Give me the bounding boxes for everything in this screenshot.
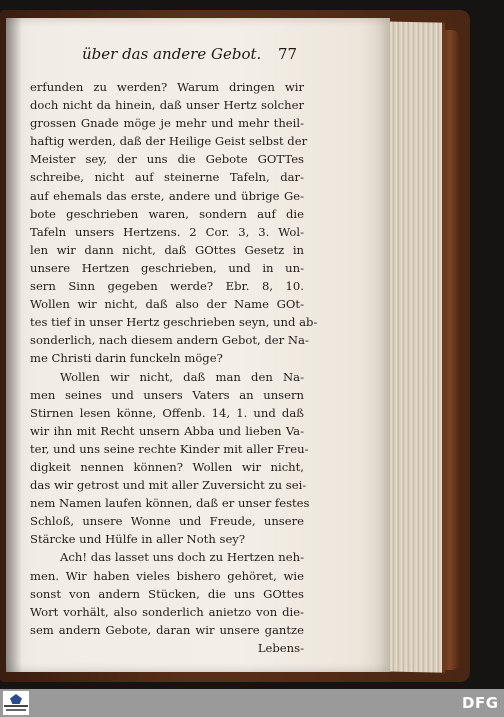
text-line: sern Sinn gegeben werde? Ebr. 8, 10. xyxy=(30,279,304,294)
text-line: unsere Hertzen geschrieben, und in un- xyxy=(30,260,304,275)
text-line: men. Wir haben vieles bishero gehöret, wie xyxy=(30,568,304,583)
text-line: erfunden zu werden? Warum dringen wir xyxy=(30,80,304,94)
text-line: wir ihn mit Recht unsern Abba und lieben Va- xyxy=(30,423,304,438)
logo-mark-icon xyxy=(10,694,22,704)
text-line: sonderlich, nach diesem andern Gebot, der Na- xyxy=(30,333,309,348)
text-line: nem Namen laufen können, daß er unser festes xyxy=(30,496,310,511)
text-line: schreibe, nicht auf steinerne Tafeln, dar- xyxy=(30,170,304,185)
text-line: doch nicht da hinein, daß unser Hertz solcher xyxy=(30,98,304,113)
text-line: Meister sey, der uns die Gebote GOTTes xyxy=(30,152,304,167)
running-title: über das andere Gebot. xyxy=(82,45,262,63)
text-line: men seines und unsers Vaters an unsern xyxy=(30,387,304,402)
text-line: sonst von andern Stücken, die uns GOttes xyxy=(30,586,304,601)
text-line: Wollen wir nicht, daß man den Na- xyxy=(60,369,304,384)
text-line: grossen Gnade möge je mehr und mehr theil- xyxy=(30,116,304,131)
text-line: me Christi darin funckeln möge? xyxy=(30,351,223,366)
viewer-footer xyxy=(0,689,504,717)
text-line: Ach! das lasset uns doch zu Hertzen neh- xyxy=(60,550,304,565)
text-line: Stärcke und Hülfe in aller Noth sey? xyxy=(30,532,246,547)
text-line: tes tief in unser Hertz geschrieben seyn, und ab- xyxy=(30,315,318,330)
text-line: Stirnen lesen könne, Offenb. 14, 1. und daß xyxy=(30,405,304,420)
logo-text-line xyxy=(6,709,26,711)
text-line: sem andern Gebote, daran wir unsere gantze xyxy=(30,622,304,637)
franckesche-stiftungen-logo[interactable] xyxy=(3,691,29,715)
text-line: haftig werden, daß der Heilige Geist selbst der xyxy=(30,134,308,149)
text-line: Wollen wir nicht, daß also der Name GOt- xyxy=(30,297,304,312)
body-text xyxy=(30,78,318,657)
text-line: bote geschrieben waren, sondern auf die xyxy=(30,206,304,221)
text-line: Schloß, unsere Wonne und Freude, unsere xyxy=(30,514,304,529)
text-line: Tafeln unsers Hertzens. 2 Cor. 3, 3. Wol- xyxy=(30,224,304,239)
text-line: Wort vorhält, also sonderlich anietzo von die- xyxy=(30,604,304,619)
catchword: Lebens- xyxy=(257,640,304,655)
text-line: auf ehemals das erste, andere und übrige Ge- xyxy=(30,188,304,203)
text-line: ter, und uns seine rechte Kinder mit aller Freu- xyxy=(30,441,309,456)
logo-text-line xyxy=(4,705,28,707)
text-line: das wir getrost und mit aller Zuversicht zu sei- xyxy=(30,478,307,493)
gutter-shadow xyxy=(6,18,22,672)
page-number: 77 xyxy=(278,45,298,63)
text-line: len wir dann nicht, daß GOttes Gesetz in xyxy=(30,242,304,257)
page-header xyxy=(82,45,302,69)
text-line: digkeit nennen können? Wollen wir nicht, xyxy=(30,459,304,474)
dfg-logo[interactable]: DFG xyxy=(462,694,499,712)
